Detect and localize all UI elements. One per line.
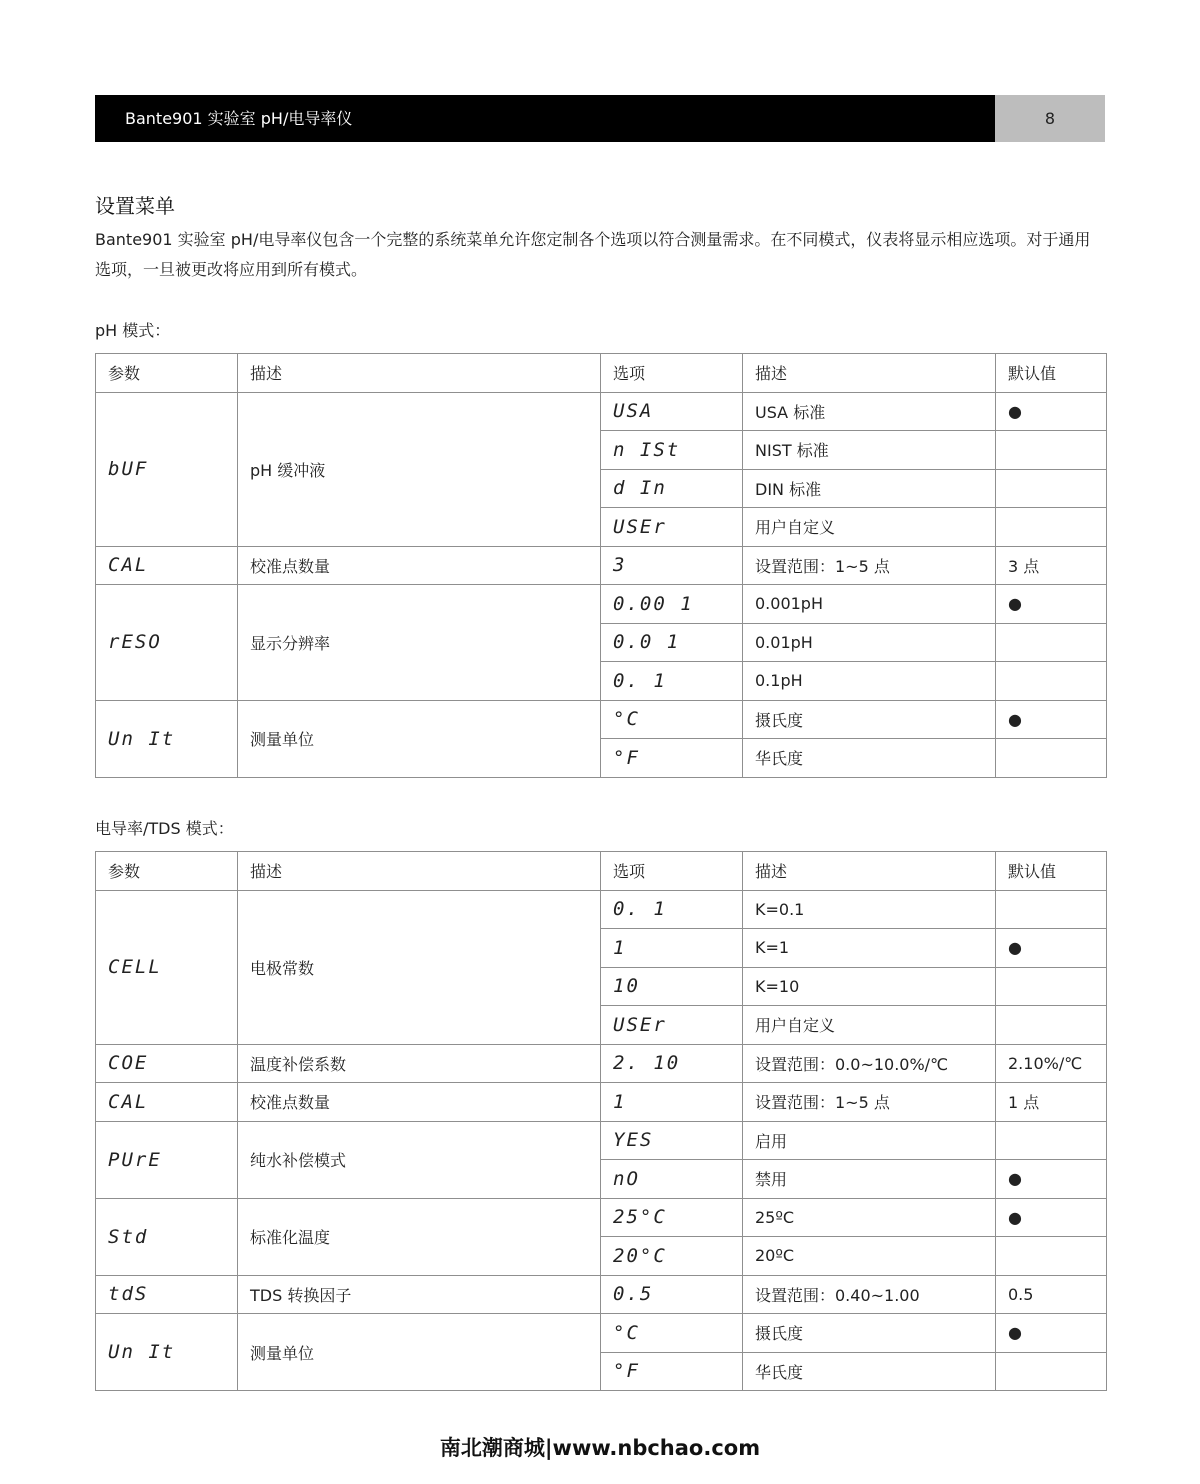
option-code-cell: 10: [601, 967, 743, 1006]
table-row: [96, 392, 1107, 431]
default-cell: ●: [996, 1160, 1107, 1199]
option-desc-cell: 华氏度: [743, 739, 996, 778]
option-desc-cell: K=0.1: [743, 890, 996, 929]
option-desc-cell: DIN 标准: [743, 469, 996, 508]
option-code-cell: °C: [601, 700, 743, 739]
param-code-cell: rESO: [96, 585, 238, 701]
default-cell: ●: [996, 700, 1107, 739]
option-code-cell: USEr: [601, 1006, 743, 1045]
option-desc-cell: K=10: [743, 967, 996, 1006]
param-code-cell: CELL: [96, 890, 238, 1044]
default-cell: [996, 431, 1107, 470]
option-code-cell: 0.0 1: [601, 623, 743, 662]
option-desc-cell: 设置范围：1~5 点: [743, 1083, 996, 1122]
option-desc-cell: 用户自定义: [743, 508, 996, 547]
option-code-cell: 2. 10: [601, 1044, 743, 1083]
default-cell: 3 点: [996, 546, 1107, 585]
table-row: [96, 1198, 1107, 1237]
param-desc-cell: 显示分辨率: [238, 585, 601, 701]
param-code-cell: CAL: [96, 546, 238, 585]
option-code-cell: 1: [601, 929, 743, 968]
table-row: [96, 1275, 1107, 1314]
option-code-cell: USA: [601, 392, 743, 431]
default-cell: [996, 508, 1107, 547]
param-desc-cell: TDS 转换因子: [238, 1275, 601, 1314]
option-code-cell: USEr: [601, 508, 743, 547]
table-row: [96, 546, 1107, 585]
option-code-cell: d In: [601, 469, 743, 508]
option-desc-cell: NIST 标准: [743, 431, 996, 470]
default-cell: [996, 967, 1107, 1006]
default-cell: [996, 739, 1107, 778]
option-desc-cell: 20ºC: [743, 1237, 996, 1276]
option-desc-cell: 0.01pH: [743, 623, 996, 662]
section-intro: Bante901 实验室 pH/电导率仪包含一个完整的系统菜单允许您定制各个选项以符合测量需求。在不同模式，仪表将显示相应选项。对于通用选项，一旦被更改将应用到所有模式。: [95, 230, 1091, 279]
header-title: Bante901 实验室 pH/电导率仪: [95, 95, 995, 142]
table-row: [96, 1121, 1107, 1160]
param-desc-cell: 标准化温度: [238, 1198, 601, 1275]
option-desc-cell: 摄氏度: [743, 700, 996, 739]
option-desc-cell: 设置范围：1~5 点: [743, 546, 996, 585]
param-desc-cell: pH 缓冲液: [238, 392, 601, 546]
col-header-option-desc: 描述: [743, 852, 996, 891]
param-desc-cell: 电极常数: [238, 890, 601, 1044]
option-code-cell: nO: [601, 1160, 743, 1199]
default-cell: 0.5: [996, 1275, 1107, 1314]
param-code-cell: bUF: [96, 392, 238, 546]
default-cell: ●: [996, 1314, 1107, 1353]
table-row: [96, 1083, 1107, 1122]
option-code-cell: 3: [601, 546, 743, 585]
table-header-row: [96, 354, 1107, 393]
option-desc-cell: 设置范围：0.0~10.0%/℃: [743, 1044, 996, 1083]
col-header-param: 参数: [96, 852, 238, 891]
option-code-cell: 0.5: [601, 1275, 743, 1314]
option-code-cell: YES: [601, 1121, 743, 1160]
option-desc-cell: 设置范围：0.40~1.00: [743, 1275, 996, 1314]
param-desc-cell: 测量单位: [238, 700, 601, 777]
col-header-default: 默认值: [996, 852, 1107, 891]
option-desc-cell: 摄氏度: [743, 1314, 996, 1353]
default-cell: [996, 469, 1107, 508]
default-cell: [996, 1352, 1107, 1391]
option-desc-cell: USA 标准: [743, 392, 996, 431]
param-code-cell: Std: [96, 1198, 238, 1275]
param-desc-cell: 纯水补偿模式: [238, 1121, 601, 1198]
option-code-cell: 0. 1: [601, 890, 743, 929]
option-code-cell: 20°C: [601, 1237, 743, 1276]
option-desc-cell: 华氏度: [743, 1352, 996, 1391]
option-code-cell: 1: [601, 1083, 743, 1122]
default-cell: ●: [996, 929, 1107, 968]
col-header-param: 参数: [96, 354, 238, 393]
default-cell: ●: [996, 392, 1107, 431]
option-desc-cell: 0.1pH: [743, 662, 996, 701]
default-cell: [996, 1121, 1107, 1160]
page-number: 8: [995, 95, 1105, 142]
table-row: [96, 1044, 1107, 1083]
col-header-option: 选项: [601, 354, 743, 393]
option-code-cell: °C: [601, 1314, 743, 1353]
default-cell: [996, 890, 1107, 929]
param-code-cell: CAL: [96, 1083, 238, 1122]
option-code-cell: 0. 1: [601, 662, 743, 701]
col-header-option-desc: 描述: [743, 354, 996, 393]
section-title: 设置菜单: [95, 194, 175, 218]
default-cell: 2.10%/℃: [996, 1044, 1107, 1083]
default-cell: 1 点: [996, 1083, 1107, 1122]
option-desc-cell: K=1: [743, 929, 996, 968]
param-desc-cell: 校准点数量: [238, 546, 601, 585]
ph-settings-table: [95, 353, 1107, 778]
option-code-cell: °F: [601, 1352, 743, 1391]
cond-mode-caption: 电导率/TDS 模式：: [95, 819, 234, 838]
default-cell: ●: [996, 585, 1107, 624]
option-desc-cell: 用户自定义: [743, 1006, 996, 1045]
ph-mode-caption: pH 模式：: [95, 321, 171, 340]
default-cell: [996, 1006, 1107, 1045]
param-code-cell: PUrE: [96, 1121, 238, 1198]
option-desc-cell: 0.001pH: [743, 585, 996, 624]
option-desc-cell: 禁用: [743, 1160, 996, 1199]
page-header: [95, 95, 1105, 142]
param-desc-cell: 测量单位: [238, 1314, 601, 1391]
param-desc-cell: 温度补偿系数: [238, 1044, 601, 1083]
cond-settings-table: [95, 851, 1107, 1391]
default-cell: [996, 1237, 1107, 1276]
col-header-default: 默认值: [996, 354, 1107, 393]
param-code-cell: Un It: [96, 700, 238, 777]
param-code-cell: COE: [96, 1044, 238, 1083]
option-code-cell: 25°C: [601, 1198, 743, 1237]
table-row: [96, 890, 1107, 929]
option-code-cell: n ISt: [601, 431, 743, 470]
param-code-cell: tdS: [96, 1275, 238, 1314]
option-code-cell: °F: [601, 739, 743, 778]
default-cell: [996, 662, 1107, 701]
param-desc-cell: 校准点数量: [238, 1083, 601, 1122]
table-row: [96, 585, 1107, 624]
col-header-option: 选项: [601, 852, 743, 891]
param-code-cell: Un It: [96, 1314, 238, 1391]
default-cell: [996, 623, 1107, 662]
option-desc-cell: 启用: [743, 1121, 996, 1160]
option-desc-cell: 25ºC: [743, 1198, 996, 1237]
table-row: [96, 700, 1107, 739]
footer-watermark: 南北潮商城|www.nbchao.com: [439, 1436, 761, 1460]
default-cell: ●: [996, 1198, 1107, 1237]
table-row: [96, 1314, 1107, 1353]
col-header-desc: 描述: [238, 354, 601, 393]
table-header-row: [96, 852, 1107, 891]
col-header-desc: 描述: [238, 852, 601, 891]
option-code-cell: 0.00 1: [601, 585, 743, 624]
